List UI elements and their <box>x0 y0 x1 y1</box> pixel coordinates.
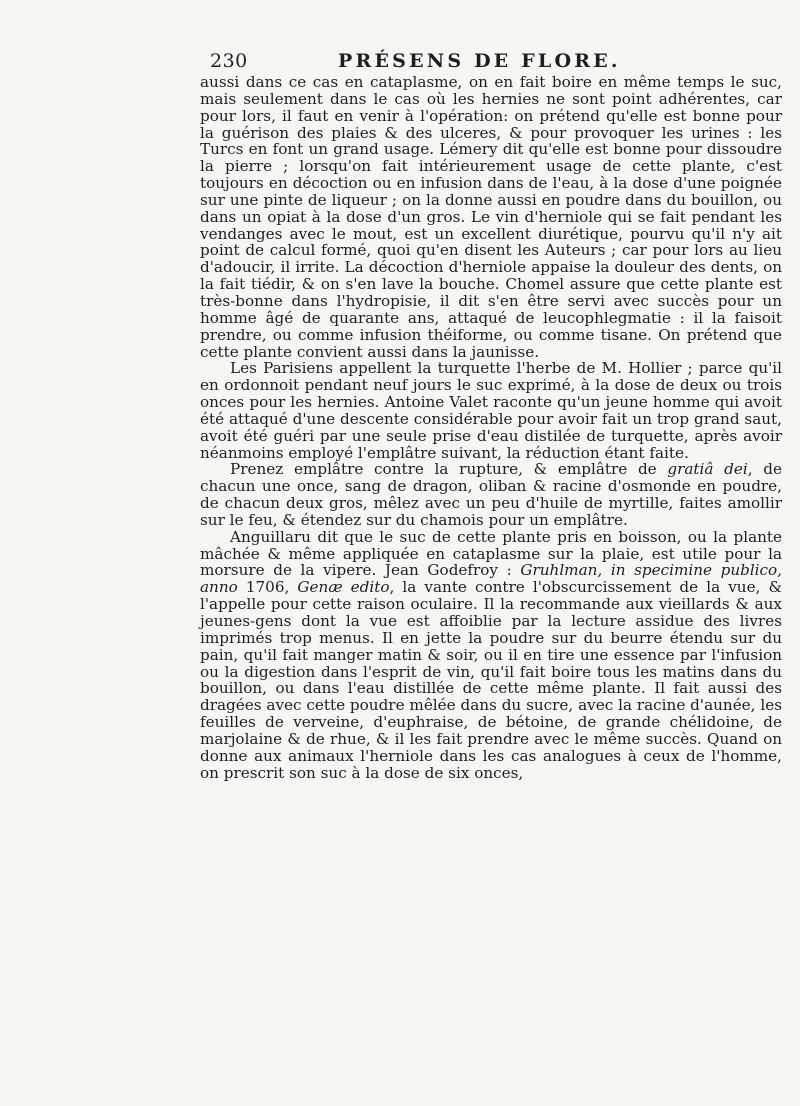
recipe-text-start: Prenez emplâtre contre la rupture, & emplâtre de <box>230 460 668 479</box>
page-number: 230 <box>210 50 248 72</box>
p4-text-c: , la vante contre l'obscurcissement de la vue, & l'appelle pour cette raison oculaire. Il la recommande aux vieillards & aux jeunes-gens dont la vue est affoiblie par la lecture assidue des livres imprimés trop menus. Il en jette la poudre sur du beurre étendu sur du pain, qu'il fait manger matin & soir, ou il en tire une essence par l'infusion ou la digestion dans l'esprit de vin, qu'il fait boire tous les matins dans du bouillon, ou dans l'eau distillée de cette même plante. Il fait aussi des dragées avec cette poudre mêlée dans du sucre, avec la racine d'aunée, les feuilles de verveine, d'euphraise, de bétoine, de grande chélidoine, de marjolaine & de rhue, & il les fait prendre avec le même succès. Quand on donne aux animaux l'herniole dans les cas analogues à ceux de l'homme, on prescrit son suc à la dose de six onces, <box>200 578 782 782</box>
paragraph-3 <box>200 461 782 528</box>
italic-place: Genæ edito <box>297 578 390 597</box>
paragraph-1: aussi dans ce cas en cataplasme, on en fait boire en même temps le suc, mais seulement dans le cas où les hernies ne sont point adhérentes, car pour lors, il faut en venir à l'opération: on prétend qu'elle est bonne pour la guérison des plaies & des ulceres, & pour provoquer les urines : les Turcs en font un grand usage. Lémery dit qu'elle est bonne pour dissoudre la pierre ; lorsqu'on fait intérieurement usage de cette plante, c'est toujours en décoction ou en infusion dans de l'eau, à la dose d'une poignée sur une pinte de liqueur ; on la donne aussi en poudre dans du bouillon, ou dans un opiat à la dose d'un gros. Le vin d'herniole qui se fait pendant les vendanges avec le mout, est un excellent diurétique, pourvu qu'il n'y ait point de calcul formé, quoi qu'en disent les Auteurs ; car pour lors au lieu d'adoucir, il irrite. La décoction d'herniole appaise la douleur des dents, on la fait tiédir, & on s'en lave la bouche. Chomel assure que cette plante est très-bonne dans l'hydropisie, il dit s'en être servi avec succès pour un homme âgé de quarante ans, attaqué de leucophlegmatie : il la faisoit prendre, ou comme infusion théiforme, ou comme tisane. On prétend que cette plante convient aussi dans la jaunisse. <box>200 73 782 361</box>
p4-text-b: 1706, <box>237 578 298 597</box>
paragraph-4 <box>200 529 782 782</box>
italic-citation: Gruhlman, in specimine publico, anno <box>200 561 783 597</box>
recipe-text-end: , de chacun une once, sang de dragon, oliban & racine d'osmonde en poudre, de chacun deux gros, mêlez avec un peu d'huile de myrtille, faites amollir sur le feu, & étendez sur du chamois pour un emplâtre. <box>200 460 782 529</box>
running-title: PRÉSENS DE FLORE. <box>338 50 621 72</box>
paragraph-2: Les Parisiens appellent la turquette l'herbe de M. Hollier ; parce qu'il en ordonnoit pendant neuf jours le suc exprimé, à la dose de deux ou trois onces pour les hernies. Antoine Valet raconte qu'un jeune homme qui avoit été attaqué d'une descente considérable pour avoir fait un trop grand saut, avoit été guéri par une seule prise d'eau distilée de turquette, après avoir néanmoins employé l'emplâtre suivant, la réduction étant faite. <box>200 359 782 462</box>
italic-gratia-dei: gratiâ dei <box>667 460 748 479</box>
body-text <box>200 74 782 781</box>
p4-text-a: Anguillaru dit que le suc de cette plante pris en boisson, ou la plante mâchée & même appliquée en cataplasme sur la plaie, est utile pour la morsure de la vipere. Jean Godefroy : <box>200 527 782 580</box>
page-header <box>210 50 680 74</box>
